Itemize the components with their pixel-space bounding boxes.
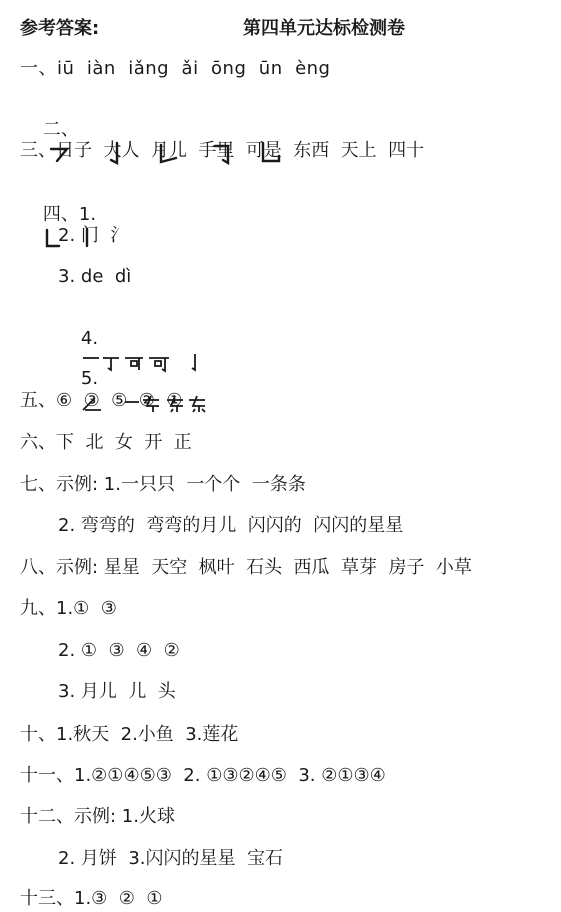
q11-line: 十一、1.②①④⑤③ 2. ①③②④⑤ 3. ②①③④ [20,765,386,786]
q4-4-prefix: 4. [80,328,99,349]
q12-1-line: 十二、示例: 1.火球 [20,806,175,827]
q1-line: 一、iū iàn iǎng ǎi ōng ūn èng [20,58,331,79]
q9-3-line: 3. 月儿 儿 头 [58,681,176,702]
q8-line: 八、示例: 星星 天空 枫叶 石头 西瓜 草芽 房子 小草 [20,557,472,578]
q4-5-prefix: 5. [80,368,99,389]
q9-2-line: 2. ① ③ ④ ② [58,640,180,661]
q9-1-line: 九、1.① ③ [20,598,117,619]
q13-line: 十三、1.③ ② ① [20,888,163,909]
q5-line: 五、⑥ ③ ⑤ ② ① [20,390,183,411]
q4-2-line: 2. 门 氵 [58,225,129,246]
q7-1-line: 七、示例: 1.一只只 一个个 一条条 [20,474,306,495]
page-title: 第四单元达标检测卷 [243,18,405,39]
q6-line: 六、下 北 女 开 正 [20,432,192,453]
q4-3-line: 3. de dì [58,266,132,287]
q12-2-line: 2. 月饼 3.闪闪的星星 宝石 [58,848,283,869]
answer-key-label: 参考答案: [20,18,100,39]
q4-1-prefix: 四、1. [42,204,97,225]
q10-line: 十、1.秋天 2.小鱼 3.莲花 [20,724,239,745]
q2-prefix: 二、 [42,119,79,140]
q7-2-line: 2. 弯弯的 弯弯的月儿 闪闪的 闪闪的星星 [58,515,404,536]
q3-line: 三、日子 大人 月儿 手里 可是 东西 天上 四十 [20,140,425,161]
